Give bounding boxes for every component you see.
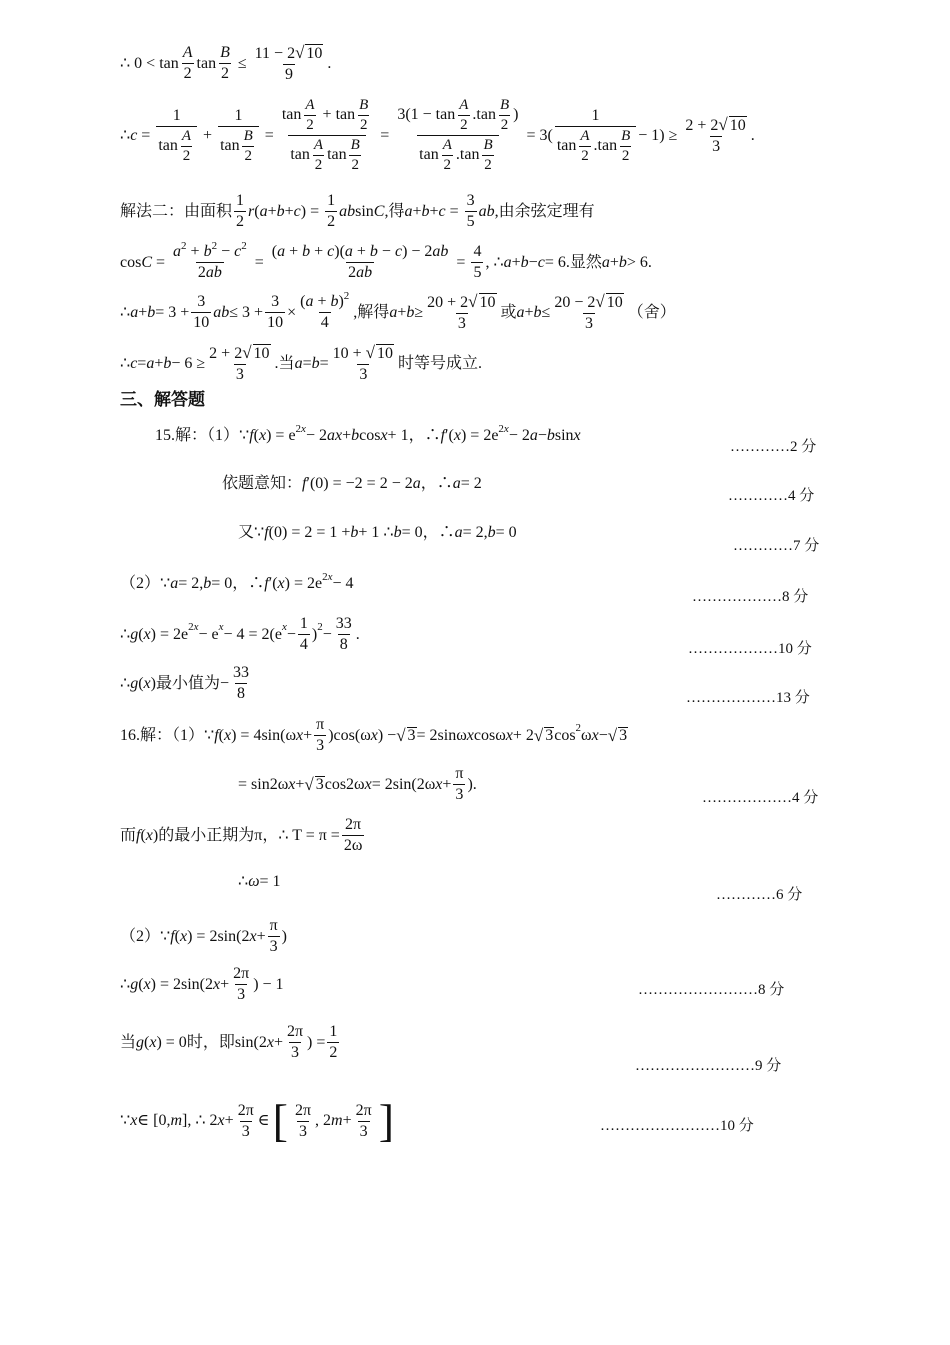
formula-line-2: ∴ c = 1 tan $\frac{A}{2}$ + 1 tan $\frac{B}{2}$ = tan $\frac{A}{2}$ + tan $\frac{B}{2}$ tan $\frac{A}{2}$ tan $\frac{B}{2}$ = 3(1 − tan $\frac{A}{2}$ .tan $\frac{B}{2}$ ) tan $\frac{A}{2}$ .tan $\frac{B}{2}$ = 3( 1 tan $\frac{A}{2}$ .tan $\frac{B}{2}$ − 1) ≥ $\frac{2 + 2√ 10}{3}$ .: [120, 97, 755, 173]
p16-line-4: ∴ ω = 1: [238, 873, 281, 890]
word-get: 得: [388, 202, 405, 220]
p16-line-7: 当 g ( x ) = 0 时，即 sin(2 x + $\frac{2\pi}{3}$ ) = $\frac{1}{2}$: [120, 1023, 338, 1061]
score-16-5: ……………………10 分: [600, 1118, 754, 1134]
cosine-line: cos C = $\frac{a^2 + b^2 - c^2}{2ab}$ = $\frac{(a + b + c)(a + b - c) - 2ab}{2ab}$ = $\frac{4}{5}$ , ∴ a + b − c = 6. 显然 a + b > 6.: [120, 240, 652, 281]
p15-label: 15.解：（1）: [155, 427, 240, 444]
p16-line-6: ∴ g ( x ) = 2sin(2 x + $\frac{2\pi}{3}$ ) − 1: [120, 965, 284, 1003]
score-16-1: ………………4 分: [702, 790, 819, 806]
p16-part2: （2）: [120, 927, 161, 945]
method2-line: 解法二：由面积 $\frac{1}{2}$ r ( a + b + c ) = $\frac{1}{2}$ ab sin C , 得 a + b + c = $\frac{3}{5}$ ab , 由余弦定理有: [120, 192, 595, 230]
p15-condition: 依题意知：: [222, 475, 303, 492]
p15-line-2: 依题意知： f ′(0) = −2 = 2 − 2 a ，∴ a = 2: [222, 475, 482, 492]
score-15-4: ………………8 分: [692, 589, 809, 605]
score-16-2: …………6 分: [716, 887, 803, 903]
section-heading: 三、解答题: [120, 390, 205, 410]
p16-period-tail: 的最小正期为π，: [158, 826, 279, 844]
score-15-5: ………………10 分: [688, 641, 812, 657]
method2-result: 由余弦定理有: [498, 202, 595, 220]
score-15-6: ………………13 分: [686, 690, 810, 706]
score-16-4: ……………………9 分: [635, 1058, 782, 1074]
p16-line-2: = sin2ω x + √ 3 cos2ω x = 2sin(2ω x + $\frac{\pi}{3}$ ).: [238, 765, 477, 803]
p16-when: 当: [120, 1033, 137, 1051]
p15-line-6: ∴ g ( x ) 最小值为 − $\frac{33}{8}$: [120, 664, 249, 702]
p15-line-4: （2） ∵ a = 2, b = 0，∴ f ′( x ) = 2e 2x − 4: [120, 570, 354, 592]
p16-line-1: 16.解：（1） ∵ f ( x ) = 4sin(ω x + $\frac{\pi}{3}$ )cos(ω x ) − √ 3 = 2sinω x cosω x + 2 √ 3 cos 2 ω x − √ 3: [120, 716, 628, 754]
word-clearly: 显然: [569, 253, 602, 271]
p16-line-5: （2） ∵ f ( x ) = 2sin(2 x + $\frac{\pi}{3}$ ): [120, 917, 287, 955]
word-solve: 解得: [357, 303, 390, 321]
p16-line-3: 而 f ( x ) 的最小正期为π， ∴ T = π = $\frac{2\pi}{2\omega}$: [120, 816, 363, 854]
word-when: 当: [278, 354, 295, 372]
score-15-3: …………7 分: [733, 538, 820, 554]
p16-label: 16.解：（1）: [120, 726, 205, 744]
p15-line-1: 15.解：（1） ∵ f ( x ) = e 2x − 2 ax + b cos x + 1，∴ f ′( x ) = 2e 2x − 2 a − b sin x: [155, 422, 581, 444]
word-or: 或: [500, 303, 517, 321]
method2-intro: 解法二：由面积: [120, 202, 233, 220]
p15-line-5: ∴ g ( x ) = 2e 2x − e x − 4 = 2(e x − $\frac{1}{4}$ ) 2 − $\frac{33}{8}$ .: [120, 615, 360, 653]
score-15-1: …………2 分: [730, 439, 817, 455]
score-15-2: …………4 分: [728, 488, 815, 504]
formula-line-1: ∴ 0 < tan $\frac{A}{2}$ tan $\frac{B}{2}$ ≤ $\frac{11 - 2√ 10}{9}$ .: [120, 43, 332, 83]
p15-line-3: 又 ∵ f (0) = 2 = 1 + b + 1 ∴ b = 0，∴ a = 2, b = 0: [238, 524, 517, 541]
score-16-3: ……………………8 分: [638, 982, 785, 998]
p16-period-text: 而: [120, 826, 137, 844]
sum-line: ∴ a + b = 3 + $\frac{3}{10}$ ab ≤ 3 + $\frac{3}{10}$ × $\frac{(a + b)^2}{4}$ , 解得 a + b ≥ $\frac{20 + 2√ 10}{3}$ 或 a + b ≤ $\frac{20 - 2√ 10}{3}$ （舍）: [120, 290, 676, 332]
p15-part2: （2）: [120, 575, 161, 592]
p15-also: 又: [238, 524, 255, 541]
word-reject: （舍）: [627, 303, 676, 321]
conclusion-line: ∴ c = a + b − 6 ≥ $\frac{2 + 2√ 10}{3}$ . 当 a = b = $\frac{10 + √ 10}{3}$ 时等号成立.: [120, 343, 483, 383]
p16-line-8: ∵ x ∈ [0, m ], ∴ 2 x + $\frac{2\pi}{3}$ ∈ [ $\frac{2\pi}{3}$ , 2 m + $\frac{2\pi}{3}$ ]: [120, 1095, 395, 1146]
p15-min: 最小值为: [155, 674, 220, 692]
p16-when-tail: 时，即: [186, 1033, 235, 1051]
word-equality: 时等号成立.: [398, 354, 483, 372]
